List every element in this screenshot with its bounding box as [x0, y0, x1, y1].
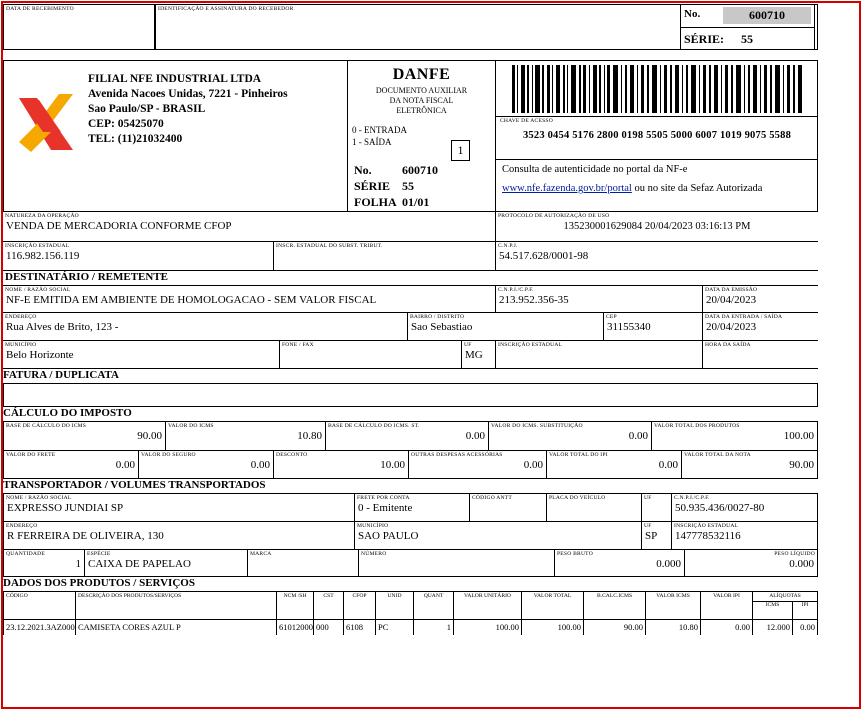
transport-section-title — [3, 479, 818, 493]
transport-brand-label: MARCA — [250, 551, 272, 557]
transport-section-label: TRANSPORTADOR / VOLUMES TRANSPORTADOS — [3, 479, 266, 491]
recipient-city-value: Belo Horizonte — [6, 349, 74, 361]
products-section-label: DADOS DOS PRODUTOS / SERVIÇOS — [3, 577, 195, 589]
emitter-ie-label: INSCRIÇÃO ESTADUAL — [5, 243, 70, 249]
nfe-portal-link[interactable]: www.nfe.fazenda.gov.br/portal — [502, 183, 632, 194]
access-key-value: 3523 0454 5176 2800 0198 5505 5000 6007 1019 9075 5588 — [522, 130, 792, 141]
transport-cnpj-value: 50.935.436/0027-80 — [675, 502, 765, 514]
cell-valor-unitario: 100.00 — [454, 620, 522, 635]
col-valor-ipi: VALOR IPI — [701, 592, 753, 619]
transport-address — [4, 522, 355, 549]
col-cfop: CFOP — [344, 592, 376, 619]
tax-total-ipi-label: VALOR TOTAL DO IPI — [549, 452, 608, 458]
recipient-cpf-value: 213.952.356-35 — [499, 294, 569, 306]
transport-uf-2 — [642, 522, 672, 549]
transport-uf-1 — [642, 494, 672, 521]
danfe-entrada: 0 - ENTRADA — [352, 125, 407, 135]
col-valor-unitario: VALOR UNITÁRIO — [454, 592, 522, 619]
emitter-cnpj-field — [496, 242, 818, 271]
danfe-folha-value: 01/01 — [402, 195, 430, 209]
danfe-subtitle-l1: DOCUMENTO AUXILIAR — [375, 86, 468, 95]
receipt-no-value: 600710 — [723, 7, 811, 24]
emitter-name: FILIAL NFE INDUSTRIAL LTDA — [88, 73, 262, 85]
danfe-no-label: No. — [354, 163, 372, 177]
recipient-uf-value: MG — [465, 349, 483, 361]
col-aliquotas-title: ALÍQUOTAS — [753, 592, 817, 602]
barcode-image — [510, 65, 806, 113]
cell-quant: 1 — [414, 620, 454, 635]
transport-name — [4, 494, 355, 521]
recipient-ie-field — [496, 341, 703, 369]
tax-row-2 — [3, 450, 818, 479]
danfe-title-block — [348, 60, 496, 212]
transport-antt-label: CÓDIGO ANTT — [472, 495, 512, 501]
transport-number — [359, 550, 555, 576]
danfe-serie-value: 55 — [402, 179, 414, 193]
danfe-subtitle — [348, 86, 495, 116]
tax-icms-subst — [489, 422, 652, 450]
tax-total-produtos — [652, 422, 817, 450]
recipient-uf-label: UF — [464, 342, 472, 348]
cell-aliq-icms: 12.000 — [753, 620, 793, 635]
col-aliquotas — [753, 592, 817, 619]
danfe-saida: 1 - SAÍDA — [352, 137, 392, 147]
danfe-folha-label: FOLHA — [354, 195, 397, 209]
receipt-signature-label: IDENTIFICAÇÃO E ASSINATURA DO RECEBEDOR — [158, 6, 294, 12]
authenticity-text: Consulta de autenticidade no portal da NF-e — [502, 164, 688, 175]
cell-bcalc-icms: 90.00 — [584, 620, 646, 635]
tax-total-ipi — [547, 451, 682, 478]
tax-desconto — [274, 451, 409, 478]
tax-desconto-label: DESCONTO — [276, 452, 308, 458]
tax-section-label: CÁLCULO DO IMPOSTO — [3, 407, 132, 419]
tax-base-icms-st-label: BASE DE CÁLCULO DO ICMS. ST. — [328, 423, 420, 429]
operation-nature-value: VENDA DE MERCADORIA CONFORME CFOP — [6, 220, 232, 232]
tax-frete — [4, 451, 139, 478]
authenticity-note — [496, 158, 818, 212]
emitter-ie-subst-label: INSCR. ESTADUAL DO SUBST. TRIBUT. — [276, 243, 383, 249]
tax-desconto-value: 10.00 — [380, 459, 405, 471]
col-codigo: CÓDIGO — [4, 592, 76, 619]
recipient-section-title — [3, 271, 818, 285]
tax-frete-label: VALOR DO FRETE — [6, 452, 56, 458]
access-key-block — [496, 60, 818, 212]
cell-descricao: CAMISETA CORES AZUL P — [76, 620, 277, 635]
recipient-address-label: ENDEREÇO — [5, 314, 37, 320]
emitter-address: Avenida Nacoes Unidas, 7221 - Pinheiros — [88, 88, 288, 100]
cell-valor-ipi: 0.00 — [701, 620, 753, 635]
tax-base-icms-label: BASE DE CÁLCULO DO ICMS — [6, 423, 87, 429]
transport-uf-2-label: UF — [644, 523, 652, 529]
recipient-address-field — [3, 313, 408, 341]
access-key-field — [496, 116, 818, 160]
tax-section-title — [3, 407, 818, 421]
transport-freight-account — [355, 494, 470, 521]
operation-nature-field — [3, 212, 496, 242]
transport-address-label: ENDEREÇO — [6, 523, 38, 529]
tax-icms-subst-value: 0.00 — [628, 430, 648, 442]
col-ncm: NCM /SH — [277, 592, 314, 619]
tax-total-produtos-value: 100.00 — [783, 430, 814, 442]
recipient-cpf-field — [496, 285, 703, 313]
recipient-district-value: Sao Sebastiao — [411, 321, 473, 333]
access-key-label: CHAVE DE ACESSO — [500, 118, 553, 124]
recipient-ie-label: INSCRIÇÃO ESTADUAL — [498, 342, 563, 348]
transport-city-label: MUNICÍPIO — [357, 523, 389, 529]
col-bcalc-icms: B.CALC.ICMS — [584, 592, 646, 619]
protocol-value: 135230001629084 20/04/2023 03:16:13 PM — [563, 221, 751, 232]
danfe-no-value: 600710 — [402, 163, 438, 177]
transport-quantity-value: 1 — [75, 558, 81, 570]
company-logo — [15, 80, 77, 155]
tax-frete-value: 0.00 — [115, 459, 135, 471]
transport-net-weight — [685, 550, 817, 576]
emitter-details — [88, 72, 338, 147]
receipt-date-label: DATA DE RECEBIMENTO — [6, 6, 74, 12]
danfe-subtitle-l2: DA NOTA FISCAL — [389, 96, 454, 105]
emitter-cnpj-label: C.N.P.J. — [498, 243, 518, 249]
receipt-serie-row — [681, 28, 814, 51]
transport-uf-2-value: SP — [645, 530, 658, 542]
recipient-phone-field — [280, 341, 462, 369]
transport-ie-label: INSCRIÇÃO ESTADUAL — [674, 523, 739, 529]
col-aliq-icms: ICMS — [753, 601, 793, 620]
transport-plate — [547, 494, 642, 521]
emitter-city: Sao Paulo/SP - BRASIL — [88, 103, 206, 115]
transport-city — [355, 522, 642, 549]
entry-date-label: DATA DA ENTRADA / SAÍDA — [705, 314, 783, 320]
transport-city-value: SAO PAULO — [358, 530, 419, 542]
recipient-name-field — [3, 285, 496, 313]
recipient-city-field — [3, 341, 280, 369]
transport-cnpj-label: C.N.P.J./C.P.F. — [674, 495, 710, 501]
danfe-heading: DANFE — [392, 66, 451, 83]
transport-plate-label: PLACA DO VEÍCULO — [549, 495, 606, 501]
cell-ncm: 61012000 — [277, 620, 314, 635]
transport-address-value: R FERREIRA DE OLIVEIRA, 130 — [7, 530, 164, 542]
tax-base-icms — [4, 422, 166, 450]
tax-outras-despesas-value: 0.00 — [523, 459, 543, 471]
tax-valor-icms-label: VALOR DO ICMS — [168, 423, 214, 429]
col-valor-icms: VALOR ICMS — [646, 592, 701, 619]
transport-gross-weight-value: 0.000 — [656, 558, 681, 570]
products-section-title — [3, 577, 818, 591]
portal-suffix: ou no site da Sefaz Autorizada — [634, 183, 763, 194]
recipient-district-field — [408, 313, 604, 341]
recipient-city-label: MUNICÍPIO — [5, 342, 37, 348]
transport-uf-1-label: UF — [644, 495, 652, 501]
tax-base-icms-value: 90.00 — [137, 430, 162, 442]
cell-aliq-ipi: 0.00 — [800, 622, 815, 632]
recipient-name-label: NOME / RAZÃO SOCIAL — [5, 287, 71, 293]
tax-seguro-value: 0.00 — [250, 459, 270, 471]
receipt-no-label: No. — [684, 8, 701, 20]
transport-name-label: NOME / RAZÃO SOCIAL — [6, 495, 72, 501]
operation-nature-label: NATUREZA DA OPERAÇÃO — [5, 213, 79, 219]
transport-gross-weight — [555, 550, 685, 576]
exit-hour-field — [703, 341, 818, 369]
transport-row-2 — [3, 521, 818, 549]
col-quant: QUANT — [414, 592, 454, 619]
receipt-serie-value: 55 — [741, 32, 753, 46]
transport-net-weight-label: PESO LÍQUIDO — [774, 551, 815, 557]
transport-quantity — [4, 550, 85, 576]
transport-number-label: NÚMERO — [361, 551, 387, 557]
cell-cst: 000 — [314, 620, 344, 635]
col-cst: CST — [314, 592, 344, 619]
cell-codigo: 23.12.2021.3AZ000 — [4, 620, 76, 635]
tax-total-nota — [682, 451, 817, 478]
emission-date-field — [703, 285, 818, 313]
cell-cfop: 6108 — [344, 620, 376, 635]
transport-brand — [248, 550, 359, 576]
recipient-cep-value: 31155340 — [607, 321, 651, 333]
recipient-name-value: NF-E EMITIDA EM AMBIENTE DE HOMOLOGACAO - SEM VALOR FISCAL — [6, 294, 377, 306]
receipt-number-row — [681, 5, 814, 28]
tax-total-produtos-label: VALOR TOTAL DOS PRODUTOS — [654, 423, 740, 429]
transport-quantity-label: QUANTIDADE — [6, 551, 45, 557]
emitter-phone: TEL: (11)21032400 — [88, 133, 183, 145]
recipient-phone-label: FONE / FAX — [282, 342, 314, 348]
tax-base-icms-st — [326, 422, 489, 450]
tax-total-nota-label: VALOR TOTAL DA NOTA — [684, 452, 751, 458]
recipient-uf-field — [462, 341, 496, 369]
tax-base-icms-st-value: 0.00 — [465, 430, 485, 442]
danfe-type-value: 1 — [451, 140, 470, 161]
products-table-header — [3, 591, 818, 619]
tax-outras-despesas-label: OUTRAS DESPESAS ACESSÓRIAS — [411, 452, 503, 458]
tax-valor-icms — [166, 422, 326, 450]
emitter-cnpj-value: 54.517.628/0001-98 — [499, 250, 589, 262]
danfe-numbers — [354, 162, 438, 210]
recipient-cpf-label: C.N.P.J./C.P.F. — [498, 287, 534, 293]
invoice-section-title — [3, 369, 818, 383]
receipt-date-field[interactable] — [3, 4, 155, 50]
transport-ie-value: 147778532116 — [675, 530, 741, 542]
emission-date-label: DATA DA EMISSÃO — [705, 287, 758, 293]
transport-row-1 — [3, 493, 818, 521]
transport-species-label: ESPÉCIE — [87, 551, 111, 557]
transport-freight-account-value: 0 - Emitente — [358, 502, 413, 514]
tax-row-1 — [3, 421, 818, 450]
tax-total-ipi-value: 0.00 — [658, 459, 678, 471]
danfe-operation-type — [348, 124, 495, 148]
emitter-cep: CEP: 05425070 — [88, 118, 164, 130]
exit-hour-label: HORA DA SAÍDA — [705, 342, 751, 348]
transport-antt — [470, 494, 547, 521]
emitter-ie-subst-field — [274, 242, 496, 271]
recipient-cep-label: CEP — [606, 314, 617, 320]
emission-date-value: 20/04/2023 — [706, 294, 757, 306]
tax-seguro — [139, 451, 274, 478]
recipient-district-label: BAIRRO / DISTRITO — [410, 314, 465, 320]
table-row[interactable] — [3, 619, 818, 635]
col-aliq-ipi: IPI — [801, 602, 809, 608]
tax-seguro-label: VALOR DO SEGURO — [141, 452, 196, 458]
transport-freight-account-label: FRETE POR CONTA — [357, 495, 410, 501]
emitter-ie-value: 116.982.156.119 — [6, 250, 80, 262]
recipient-cep-field — [604, 313, 703, 341]
transport-gross-weight-label: PESO BRUTO — [557, 551, 593, 557]
transport-net-weight-value: 0.000 — [789, 558, 814, 570]
cell-unid: PC — [376, 620, 414, 635]
transport-species — [85, 550, 248, 576]
col-unid: UNID — [376, 592, 414, 619]
danfe-serie-label: SÉRIE — [354, 179, 391, 193]
receipt-serie-label: SÉRIE: — [684, 32, 725, 46]
recipient-address-value: Rua Alves de Brito, 123 - — [6, 321, 119, 333]
cell-valor-total: 100.00 — [522, 620, 584, 635]
transport-species-value: CAIXA DE PAPELAO — [88, 558, 191, 570]
transport-row-3 — [3, 549, 818, 577]
col-valor-total: VALOR TOTAL — [522, 592, 584, 619]
transport-ie — [672, 522, 817, 549]
col-descricao: DESCRIÇÃO DOS PRODUTOS/SERVIÇOS — [76, 592, 277, 619]
danfe-main — [3, 60, 818, 708]
invoice-section-label: FATURA / DUPLICATA — [3, 369, 119, 381]
transport-cnpj — [672, 494, 817, 521]
entry-date-value: 20/04/2023 — [706, 321, 757, 333]
danfe-subtitle-l3: ELETRÔNICA — [396, 106, 447, 115]
tax-total-nota-value: 90.00 — [789, 459, 814, 471]
recipient-section-label: DESTINATÁRIO / REMETENTE — [5, 271, 168, 283]
transport-name-value: EXPRESSO JUNDIAI SP — [7, 502, 124, 514]
protocol-field — [496, 212, 818, 242]
receipt-number-box — [680, 4, 815, 50]
emitter-ie-field — [3, 242, 274, 271]
emitter-block — [3, 60, 348, 212]
tax-icms-subst-label: VALOR DO ICMS. SUBSTITUIÇÃO — [491, 423, 583, 429]
cell-valor-icms: 10.80 — [646, 620, 701, 635]
protocol-label: PROTOCOLO DE AUTORIZAÇÃO DE USO — [498, 213, 610, 219]
tax-valor-icms-value: 10.80 — [297, 430, 322, 442]
entry-date-field — [703, 313, 818, 341]
invoice-body — [3, 383, 818, 407]
tax-outras-despesas — [409, 451, 547, 478]
